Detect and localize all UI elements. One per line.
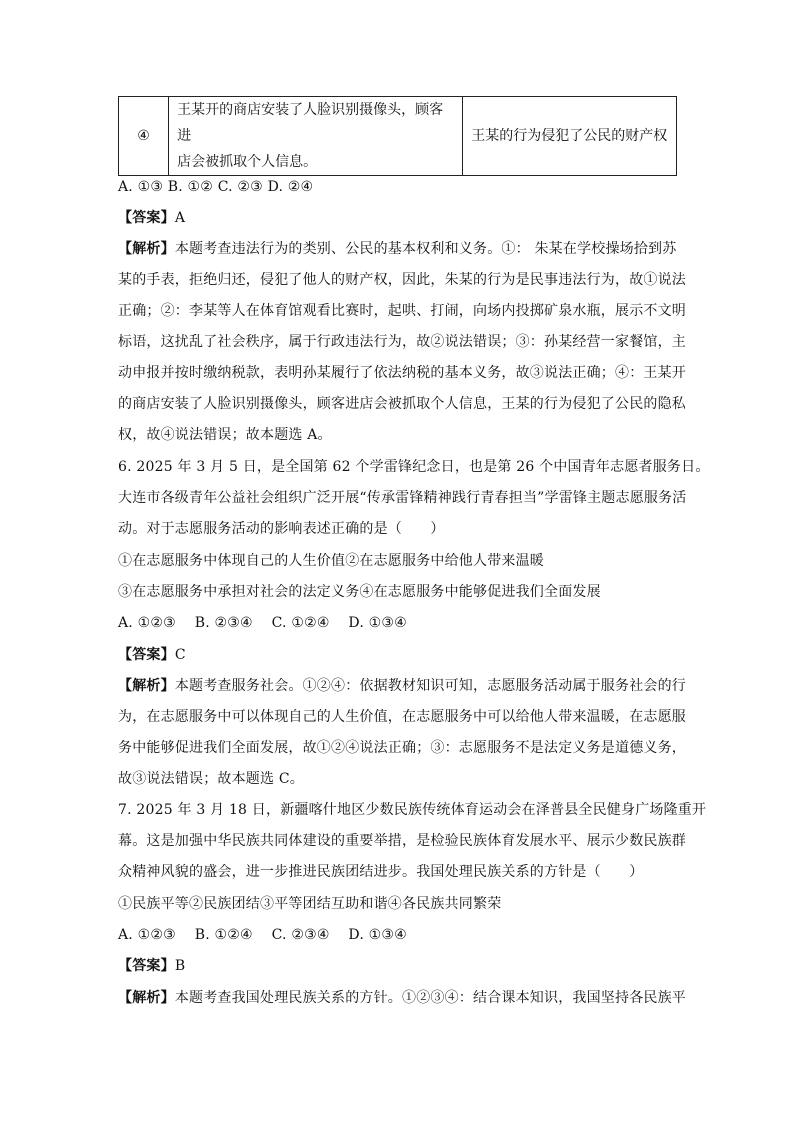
q5-answer xyxy=(118,208,678,228)
answer-value: B xyxy=(174,958,186,974)
answer-label: 【答案】 xyxy=(118,210,175,226)
answer-label: 【答案】 xyxy=(118,647,175,663)
q6-stem-line: 大连市各级青年公益社会组织广泛开展“传承雷锋精神践行青春担当”学雷锋主题志愿服务活 xyxy=(118,490,687,506)
q6-analysis-line: 故③说法错误；故本题选 C。 xyxy=(118,771,304,787)
table-row-content-line: 店会被抓取个人信息。 xyxy=(177,154,318,170)
q6-choice-line: ①在志愿服务中体现自己的人生价值②在志愿服务中给他人带来温暖 xyxy=(118,553,544,569)
q7-stem-line: 众精神风貌的盛会，进一步推进民族团结进步。我国处理民族关系的方针是（ ） xyxy=(118,864,644,880)
q7-options: A. ①②③ B. ①②④ C. ②③④ D. ①③④ xyxy=(118,927,407,943)
q6-choice-line: ③在志愿服务中承担对社会的法定义务④在志愿服务中能够促进我们全面发展 xyxy=(118,584,601,600)
q5-analysis-line: 某的手表，拒绝归还，侵犯了他人的财产权，因此，朱某的行为是民事违法行为，故①说法 xyxy=(118,272,686,288)
analysis-label: 【解析】 xyxy=(118,241,175,257)
q5-analysis-line: 标语，这扰乱了社会秩序，属于行政违法行为，故②说法错误；③：孙某经营一家餐馆，主 xyxy=(118,334,686,350)
q7-stem-line: 幕。这是加强中华民族共同体建设的重要举措，是检验民族体育发展水平、展示少数民族群 xyxy=(118,833,686,849)
table-row-content xyxy=(169,97,463,176)
q6-stem-line: 6. 2025 年 3 月 5 日，是全国第 62 个学雷锋纪念日，也是第 26 个中国青年志愿者服务日。 xyxy=(118,459,710,475)
q7-choice-line: ①民族平等②民族团结③平等团结互助和谐④各民族共同繁荣 xyxy=(118,896,502,912)
q6-options: A. ①②③ B. ②③④ C. ①②④ D. ①③④ xyxy=(118,615,407,631)
table-row-judgment: 王某的行为侵犯了公民的财产权 xyxy=(463,97,677,176)
table-row-number: ④ xyxy=(119,97,169,176)
q5-analysis-line: 的商店安装了人脸识别摄像头，顾客进店会被抓取个人信息，王某的行为侵犯了公民的隐私 xyxy=(118,396,686,412)
analysis-label: 【解析】 xyxy=(118,990,175,1006)
question-table xyxy=(118,96,677,176)
q6-answer xyxy=(118,645,678,665)
answer-value: C xyxy=(174,647,186,663)
analysis-label: 【解析】 xyxy=(118,678,175,694)
q5-analysis-line: 动申报并按时缴纳税款，表明孙某履行了依法纳税的基本义务，故③说法正确；④：王某开 xyxy=(118,365,686,381)
table-row-content-line: 王某开的商店安装了人脸识别摄像头，顾客进 xyxy=(177,102,444,144)
q5-analysis-line: 正确；②：李某等人在体育馆观看比赛时，起哄、打闹，向场内投掷矿泉水瓶，展示不文明 xyxy=(118,303,686,319)
q5-analysis-line: 【解析】本题考查违法行为的类别、公民的基本权利和义务。①： 朱某在学校操场拾到苏 xyxy=(118,241,677,257)
q7-answer xyxy=(118,956,678,976)
q7-stem-line: 7. 2025 年 3 月 18 日，新疆喀什地区少数民族传统体育运动会在泽普县全民健身广场隆重开 xyxy=(118,802,707,818)
q7-analysis-line: 【解析】本题考查我国处理民族关系的方针。①②③④：结合课本知识，我国坚持各民族平 xyxy=(118,990,687,1006)
table-row xyxy=(119,97,677,176)
q5-analysis-line: 权，故④说法错误；故本题选 A。 xyxy=(118,427,332,443)
q5-options: A. ①③ B. ①② C. ②③ D. ②④ xyxy=(118,179,314,195)
q6-analysis-line: 务中能够促进我们全面发展，故①②④说法正确；③：志愿服务不是法定义务是道德义务， xyxy=(118,740,686,756)
answer-label: 【答案】 xyxy=(118,958,175,974)
q6-analysis-line: 为，在志愿服务中可以体现自己的人生价值，在志愿服务中可以给他人带来温暖，在志愿服 xyxy=(118,709,686,725)
q6-stem-line: 动。对于志愿服务活动的影响表述正确的是（ ） xyxy=(118,521,445,537)
answer-value: A xyxy=(174,210,186,226)
q6-analysis-line: 【解析】本题考查服务社会。①②④：依据教材知识可知，志愿服务活动属于服务社会的行 xyxy=(118,678,687,694)
